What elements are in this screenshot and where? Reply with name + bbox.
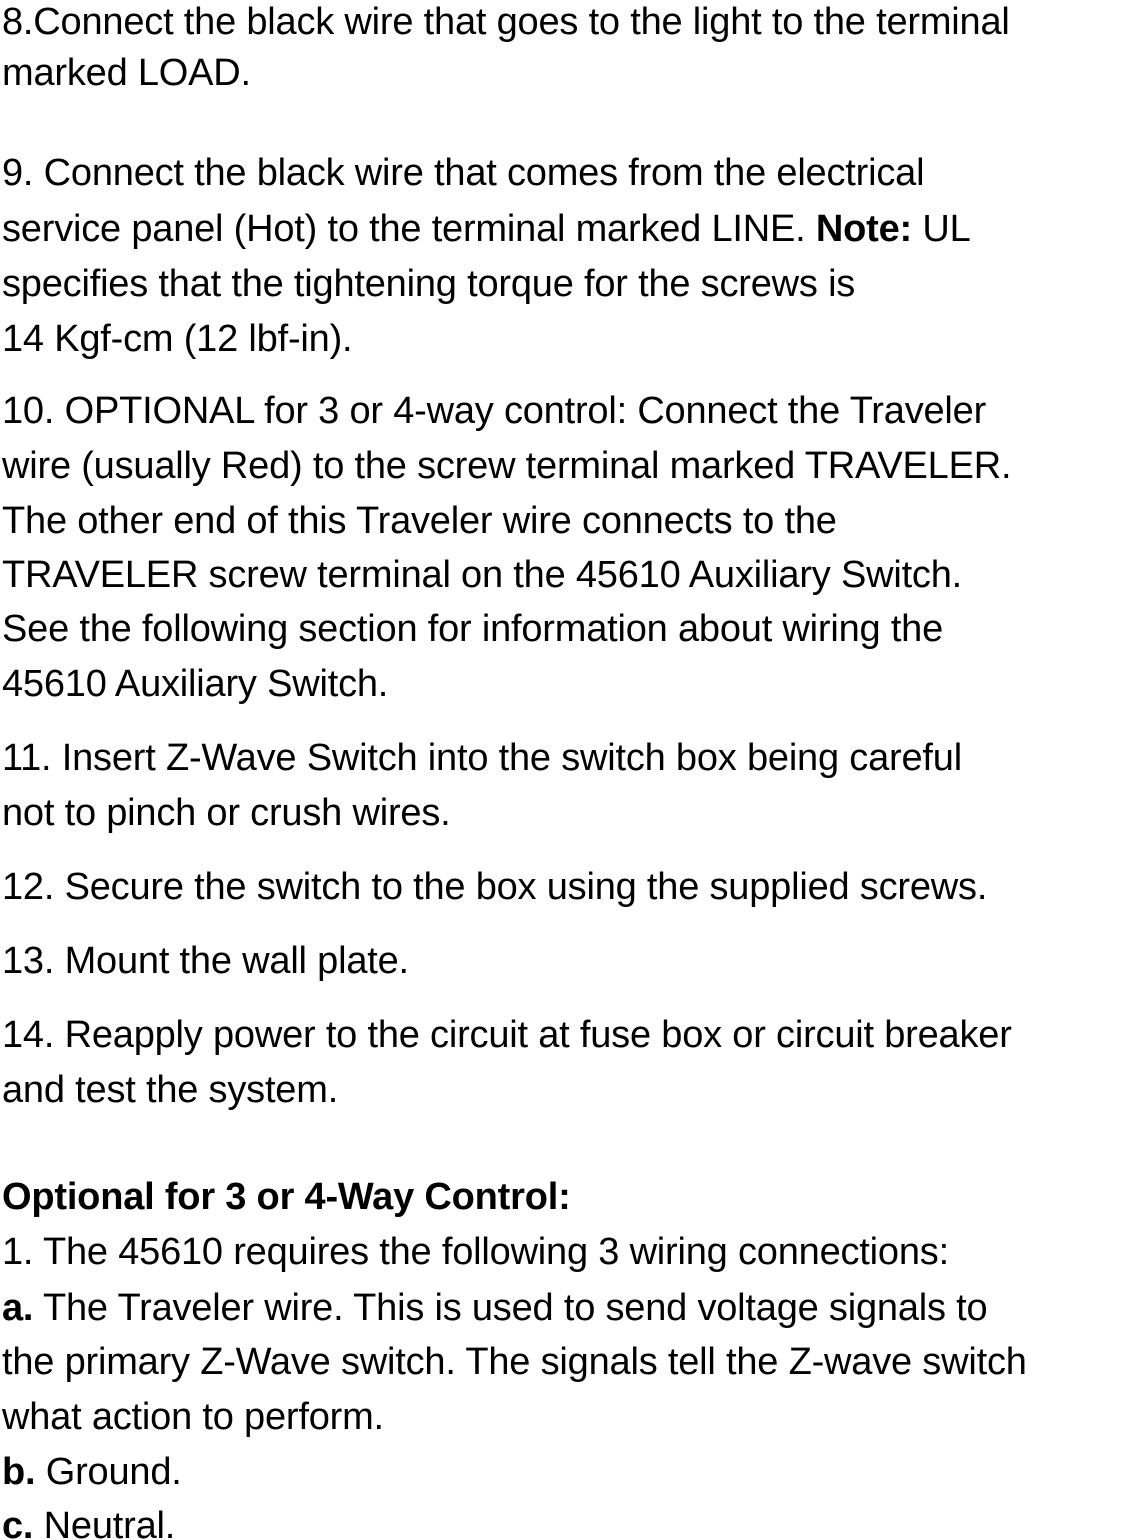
- step-13-line-1: 13. Mount the wall plate.: [2, 940, 409, 982]
- optional-item-a-line-1: [2, 1280, 987, 1336]
- step-11-line-2: not to pinch or crush wires.: [2, 792, 451, 834]
- step-8-line-2: marked LOAD.: [2, 52, 251, 94]
- step-10-line-2: wire (usually Red) to the screw terminal marked TRAVELER.: [2, 445, 1012, 487]
- item-b-text: Ground.: [35, 1451, 182, 1493]
- step-9-line-3: specifies that the tightening torque for the screws is: [2, 263, 856, 305]
- item-a-label: a.: [2, 1287, 34, 1329]
- optional-item-a-line-2: the primary Z-Wave switch. The signals tell the Z-wave switch: [2, 1341, 1027, 1383]
- item-c-label: c.: [2, 1505, 34, 1540]
- optional-item-1: 1. The 45610 requires the following 3 wiring connections:: [2, 1231, 949, 1273]
- step-8-line-1: 8.Connect the black wire that goes to the light to the terminal: [2, 1, 1010, 43]
- optional-section-heading: Optional for 3 or 4-Way Control:: [2, 1176, 571, 1218]
- step-11-line-1: 11. Insert Z-Wave Switch into the switch box being careful: [2, 737, 962, 779]
- note-label: Note:: [815, 208, 912, 250]
- step-10-line-5: See the following section for information about wiring the: [2, 608, 944, 650]
- optional-item-c: [2, 1498, 175, 1540]
- step-10-line-1: 10. OPTIONAL for 3 or 4-way control: Connect the Traveler: [2, 390, 987, 432]
- step-10-line-4: TRAVELER screw terminal on the 45610 Auxiliary Switch.: [2, 554, 963, 596]
- step-14-line-1: 14. Reapply power to the circuit at fuse box or circuit breaker: [2, 1014, 1012, 1056]
- step-14-line-2: and test the system.: [2, 1069, 339, 1111]
- step-9-line-2-text: service panel (Hot) to the terminal marked LINE.: [2, 208, 816, 250]
- step-9-line-1: 9. Connect the black wire that comes from the electrical: [2, 152, 925, 194]
- step-9-line-2-note-rest: UL: [911, 208, 971, 250]
- item-b-label: b.: [2, 1451, 36, 1493]
- instruction-page: [2, 0, 1123, 1540]
- item-c-text: Neutral.: [33, 1505, 176, 1540]
- step-10-line-6: 45610 Auxiliary Switch.: [2, 663, 389, 705]
- step-10-line-3: The other end of this Traveler wire connects to the: [2, 500, 837, 542]
- optional-item-a-line-3: what action to perform.: [2, 1396, 384, 1438]
- step-9-line-4: 14 Kgf-cm (12 lbf-in).: [2, 318, 353, 360]
- step-9-line-2: [2, 201, 971, 257]
- item-a-text: The Traveler wire. This is used to send voltage signals to: [33, 1287, 988, 1329]
- step-12-line-1: 12. Secure the switch to the box using the supplied screws.: [2, 866, 988, 908]
- optional-item-b: [2, 1444, 182, 1500]
